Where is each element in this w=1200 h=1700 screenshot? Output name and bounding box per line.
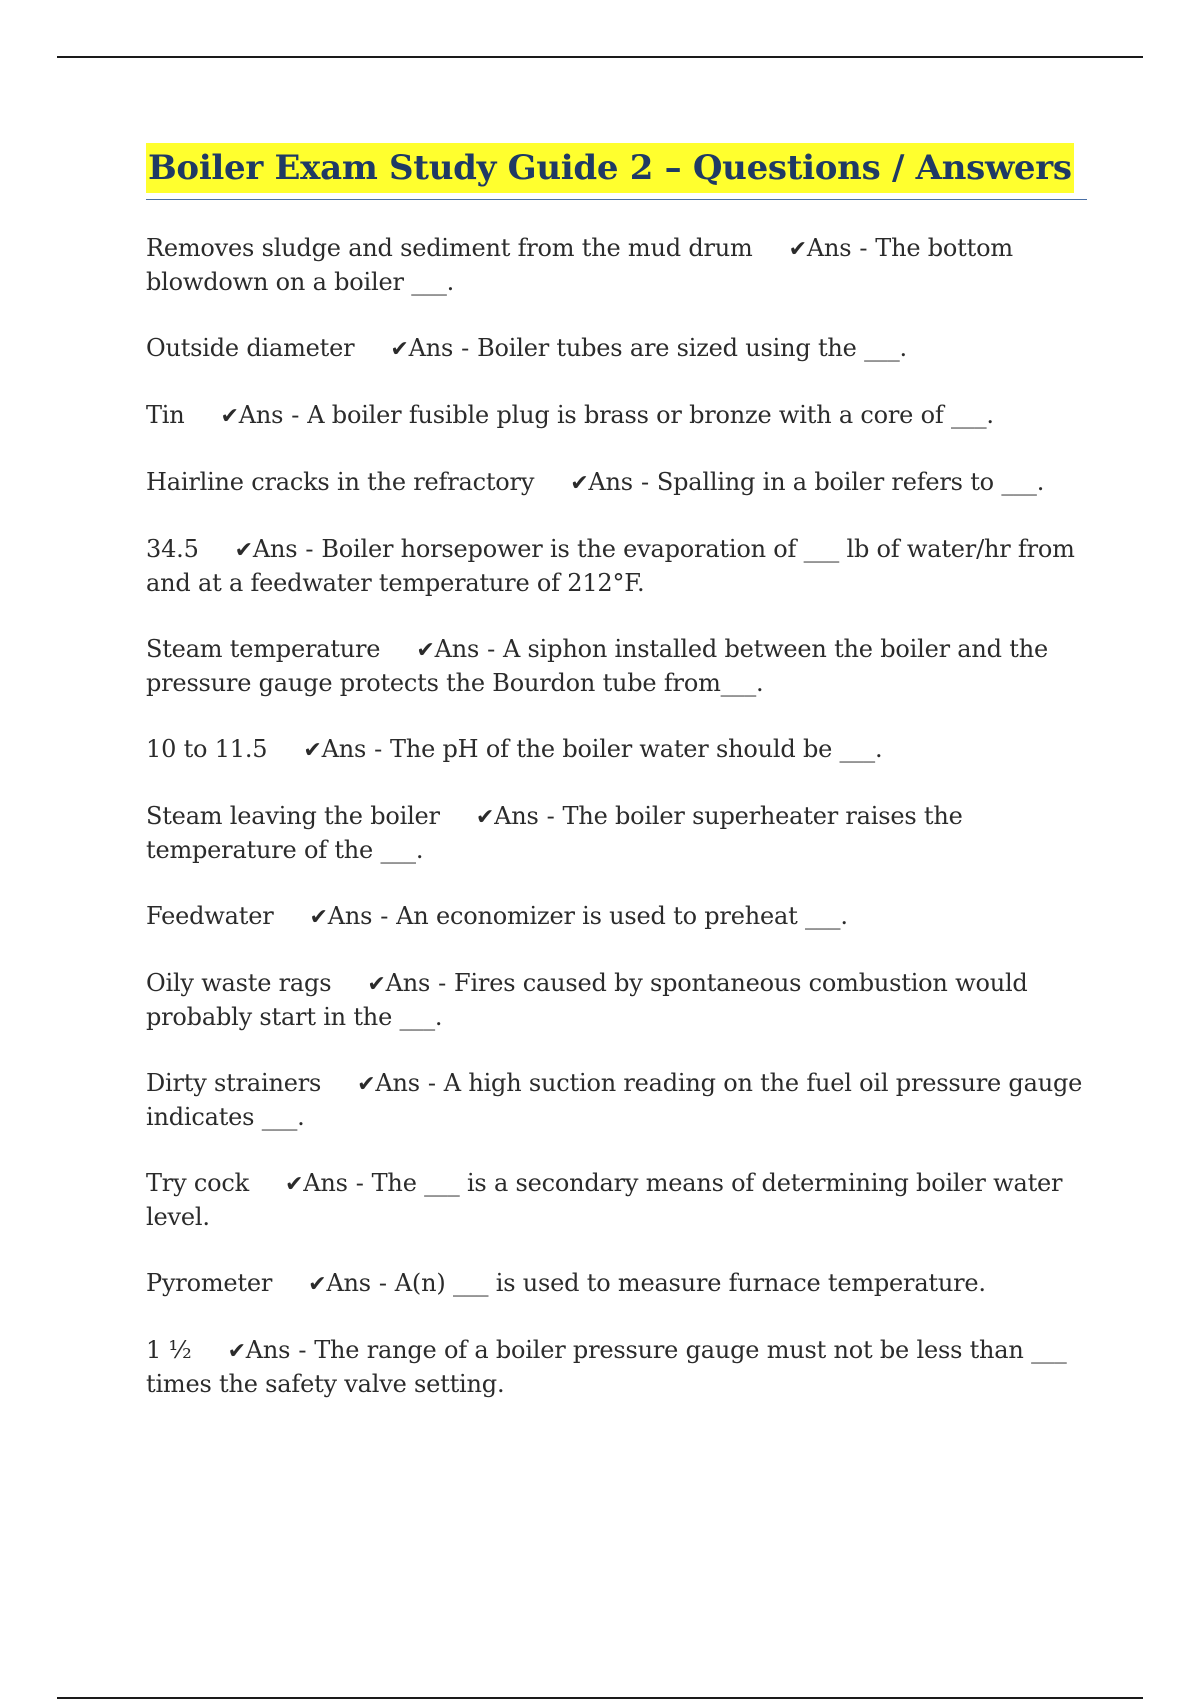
footer-rule	[57, 1697, 1143, 1699]
checkmark-icon: ✔	[390, 337, 409, 362]
qa-term: 10 to 11.5	[146, 735, 268, 763]
checkmark-icon: ✔	[309, 905, 328, 930]
ans-label: Ans	[238, 401, 284, 429]
qa-term: 34.5	[146, 535, 199, 563]
title-block	[146, 143, 1087, 200]
qa-answer: The pH of the boiler water should be ___.	[390, 735, 883, 763]
qa-term: Steam leaving the boiler	[146, 802, 440, 830]
ans-separator: -	[546, 802, 555, 830]
ans-separator: -	[487, 635, 495, 663]
ans-separator: -	[374, 735, 383, 763]
qa-item	[146, 1167, 1086, 1234]
qa-list	[146, 232, 1086, 1434]
checkmark-icon: ✔	[234, 538, 253, 563]
ans-label: Ans	[252, 535, 298, 563]
qa-item	[146, 533, 1086, 600]
ans-separator: -	[640, 468, 649, 496]
qa-term: Dirty strainers	[146, 1069, 322, 1097]
qa-item	[146, 800, 1086, 867]
checkmark-icon: ✔	[303, 738, 322, 763]
qa-term: Pyrometer	[146, 1269, 273, 1297]
ans-label: Ans	[375, 1069, 420, 1097]
qa-term: Outside diameter	[146, 334, 355, 362]
qa-term: Oily waste rags	[146, 969, 332, 997]
qa-term: Hairline cracks in the refractory	[146, 468, 535, 496]
qa-term: Try cock	[146, 1169, 249, 1197]
qa-item	[146, 232, 1086, 299]
qa-term: Tin	[146, 401, 185, 429]
ans-separator: -	[380, 902, 389, 930]
qa-answer: The ___ is a secondary means of determining boiler water level.	[146, 1169, 1063, 1231]
qa-answer: The boiler superheater raises the temperature of the ___.	[146, 802, 963, 864]
page-title: Boiler Exam Study Guide 2 – Questions / Answers	[146, 143, 1074, 193]
checkmark-icon: ✔	[308, 1272, 327, 1297]
qa-item	[146, 1334, 1086, 1401]
ans-separator: -	[438, 969, 446, 997]
ans-label: Ans	[326, 1269, 371, 1297]
header-rule	[57, 56, 1143, 58]
ans-label: Ans	[321, 735, 367, 763]
ans-separator: -	[305, 535, 314, 563]
checkmark-icon: ✔	[227, 1339, 246, 1364]
qa-answer: An economizer is used to preheat ___.	[396, 902, 848, 930]
ans-separator: -	[298, 1336, 307, 1364]
ans-label: Ans	[806, 234, 852, 262]
qa-answer: Boiler tubes are sized using the ___.	[477, 334, 907, 362]
qa-answer: Fires caused by spontaneous combustion would probably start in the ___.	[146, 969, 1028, 1031]
qa-answer: A(n) ___ is used to measure furnace temperature.	[394, 1269, 986, 1297]
qa-answer: Spalling in a boiler refers to ___.	[656, 468, 1045, 496]
qa-term: 1 ½	[146, 1336, 192, 1364]
qa-item	[146, 466, 1086, 500]
checkmark-icon: ✔	[416, 638, 435, 663]
ans-label: Ans	[494, 802, 539, 830]
qa-term: Removes sludge and sediment from the mud drum	[146, 234, 753, 262]
qa-term: Feedwater	[146, 902, 274, 930]
qa-answer: A siphon installed between the boiler and the pressure gauge protects the Bourdon tube from___.	[146, 635, 1048, 697]
qa-answer: A high suction reading on the fuel oil pressure gauge indicates ___.	[146, 1069, 1083, 1131]
qa-answer: The bottom blowdown on a boiler ___.	[146, 234, 1013, 296]
checkmark-icon: ✔	[284, 1172, 304, 1197]
qa-item	[146, 733, 1086, 767]
qa-item	[146, 967, 1086, 1034]
ans-label: Ans	[385, 969, 431, 997]
ans-label: Ans	[245, 1336, 291, 1364]
qa-item	[146, 399, 1086, 433]
qa-item	[146, 1067, 1086, 1134]
ans-label: Ans	[303, 1169, 348, 1197]
checkmark-icon: ✔	[367, 972, 386, 997]
ans-label: Ans	[588, 468, 633, 496]
ans-label: Ans	[434, 635, 480, 663]
ans-label: Ans	[408, 334, 454, 362]
ans-separator: -	[427, 1069, 436, 1097]
qa-item	[146, 633, 1086, 700]
ans-separator: -	[378, 1269, 387, 1297]
qa-answer: The range of a boiler pressure gauge must not be less than ___ times the safety valve setting.	[146, 1336, 1067, 1398]
qa-item	[146, 332, 1086, 366]
ans-separator: -	[355, 1169, 364, 1197]
checkmark-icon: ✔	[475, 805, 495, 830]
checkmark-icon: ✔	[357, 1072, 376, 1097]
qa-term: Steam temperature	[146, 635, 381, 663]
ans-separator: -	[461, 334, 470, 362]
ans-separator: -	[291, 401, 300, 429]
qa-item	[146, 1267, 1086, 1301]
checkmark-icon: ✔	[570, 471, 589, 496]
qa-answer: A boiler fusible plug is brass or bronze with a core of ___.	[307, 401, 994, 429]
ans-separator: -	[859, 234, 868, 262]
ans-label: Ans	[327, 902, 373, 930]
qa-answer: Boiler horsepower is the evaporation of ___ lb of water/hr from and at a feedwater temperature of 212°F.	[146, 535, 1075, 597]
qa-item	[146, 900, 1086, 934]
checkmark-icon: ✔	[788, 237, 807, 262]
checkmark-icon: ✔	[220, 404, 239, 429]
